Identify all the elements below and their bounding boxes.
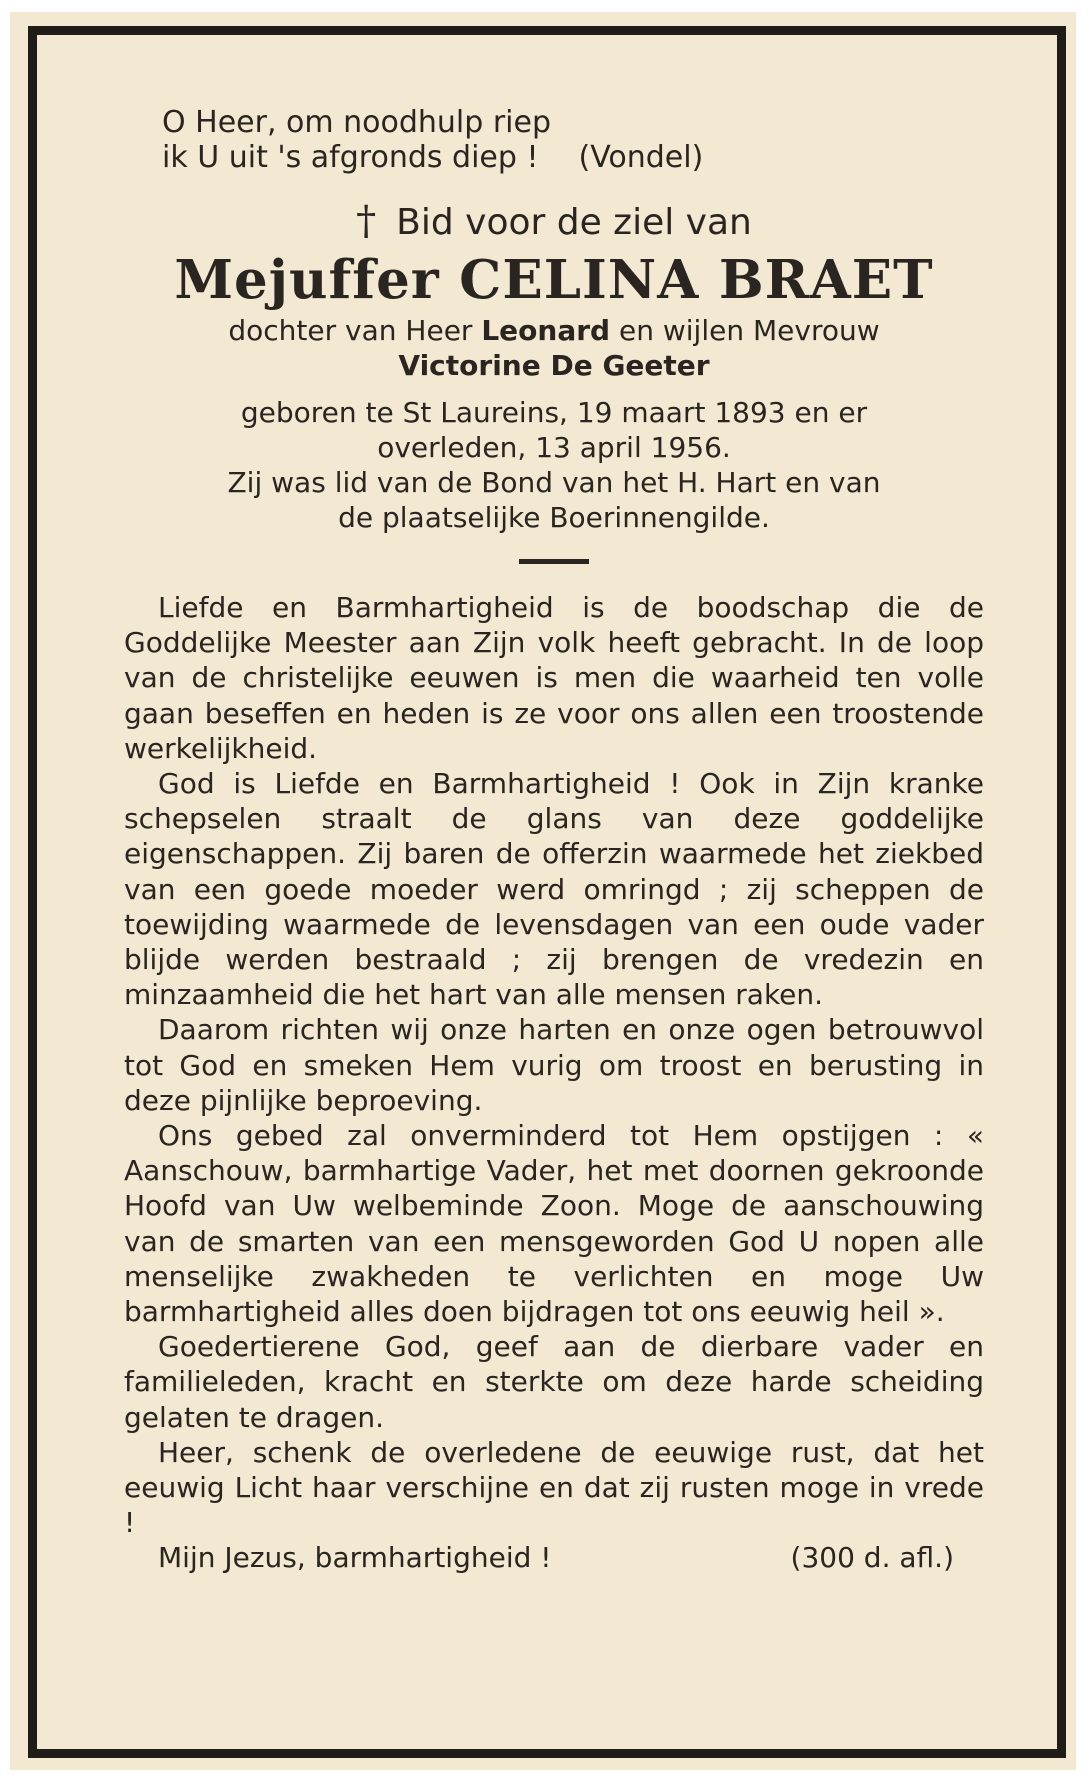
cross-icon: † xyxy=(356,198,377,244)
birth-line: geboren te St Laureins, 19 maart 1893 en er xyxy=(240,396,868,429)
paragraph-3: Daarom richten wij onze harten en onze ogen betrouwvol tot God en smeken Hem vurig om troost en berusting in deze pijnlijke beproeving. xyxy=(124,1013,984,1117)
death-line: overleden, 13 april 1956. xyxy=(377,431,731,464)
deceased-name: Mejuffer CELINA BRAET xyxy=(174,249,934,311)
invocation: Mijn Jezus, barmhartigheid ! xyxy=(158,1541,552,1575)
divider xyxy=(519,559,589,564)
prayer-heading xyxy=(124,198,984,244)
life-details xyxy=(124,395,984,535)
paragraph-5: Goedertierene God, geef aan de dierbare vader en familieleden, kracht en sterkte om deze harde scheiding gelaten te dragen. xyxy=(124,1330,984,1434)
membership-line-2: de plaatselijke Boerinnengilde. xyxy=(338,501,770,534)
epigraph-author: (Vondel) xyxy=(578,140,704,175)
mother-name: Victorine De Geeter xyxy=(398,349,710,382)
prayer-text: Bid voor de ziel van xyxy=(396,202,752,243)
epigraph-line-1: O Heer, om noodhulp riep xyxy=(162,105,552,140)
epigraph xyxy=(162,105,984,175)
paragraph-2: God is Liefde en Barmhartigheid ! Ook in Zijn kranke schepselen straalt de glans van deze goddelijke eigenschappen. Zij baren de offerzin waarmede het ziekbed van een goede moeder werd omringd ; zij scheppen de toewijding waarmede de levensdagen van een oude vader blijde werden bestraald ; zij brengen de vredezin en minzaamheid die het hart van alle mensen raken. xyxy=(124,767,984,1012)
card-content xyxy=(124,105,984,1575)
closing-line xyxy=(124,1540,984,1575)
parents-line: dochter van Heer Leonard en wijlen Mevrouw xyxy=(228,314,880,347)
membership-line-1: Zij was lid van de Bond van het H. Hart en van xyxy=(227,466,881,499)
memorial-card xyxy=(10,12,1076,1770)
epigraph-line-2: ik U uit 's afgronds diep ! (Vondel) xyxy=(162,140,704,175)
body-text xyxy=(124,590,984,1540)
paragraph-6: Heer, schenk de overledene de eeuwige rust, dat het eeuwig Licht haar verschijne en dat zij rusten moge in vrede ! xyxy=(124,1435,984,1540)
paragraph-4: Ons gebed zal onverminderd tot Hem opstijgen : « Aanschouw, barmhartige Vader, het met doornen gekroonde Hoofd van Uw welbeminde Zoon. Moge de aanschouwing van de smarten van een mensgeworden God U nopen alle menselijke zwakheden te verlichten en moge Uw barmhartigheid alles doen bijdragen tot ons eeuwig heil ». xyxy=(124,1119,984,1329)
paragraph-1: Liefde en Barmhartigheid is de boodschap die de Goddelijke Meester aan Zijn volk heeft gebracht. In de loop van de christelijke eeuwen is men die waarheid ten volle gaan beseffen en heden is ze voor ons allen een troostende werkelijkheid. xyxy=(124,591,984,765)
father-name: Leonard xyxy=(481,314,611,347)
indulgence: (300 d. afl.) xyxy=(790,1541,954,1575)
